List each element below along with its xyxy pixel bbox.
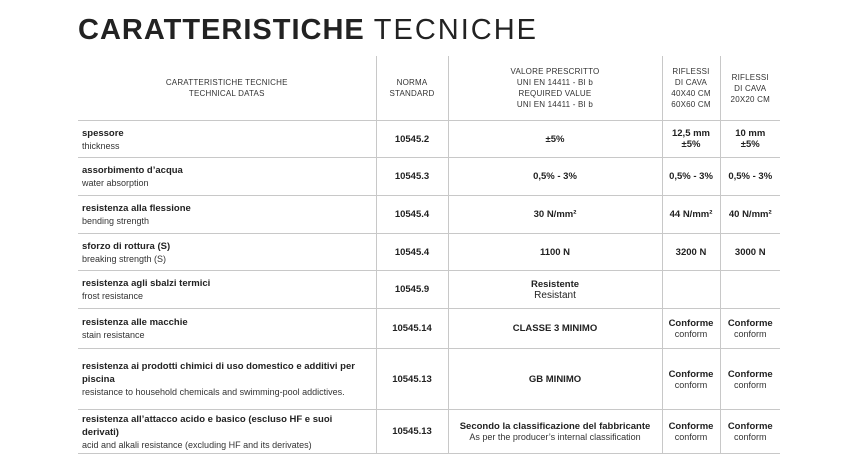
row-description bbox=[78, 121, 376, 158]
row-description bbox=[78, 349, 376, 410]
table-row bbox=[78, 349, 780, 410]
table-row bbox=[78, 410, 780, 454]
cell-value: Conforme bbox=[727, 421, 773, 432]
header-text: NORMA bbox=[396, 78, 428, 87]
row-required-value: CLASSE 3 MINIMO bbox=[448, 309, 662, 349]
row-required-value bbox=[448, 410, 662, 454]
row-label-it: resistenza all’attacco acido e basico (escluso HF e suoi derivati) bbox=[82, 413, 333, 438]
header-characteristics bbox=[78, 56, 376, 121]
cell-sub-value: conform bbox=[733, 329, 767, 339]
row-required-value: 0,5% - 3% bbox=[448, 158, 662, 196]
table-row bbox=[78, 158, 780, 196]
cell-sub-value: conform bbox=[733, 379, 767, 390]
row-description bbox=[78, 410, 376, 454]
header-text: REQUIRED VALUE bbox=[518, 89, 592, 98]
cell-value: 10 mm bbox=[735, 128, 766, 139]
row-label-en: breaking strength (S) bbox=[82, 253, 167, 264]
row-label-it: resistenza alla flessione bbox=[82, 203, 191, 214]
header-text: UNI EN 14411 - BI b bbox=[516, 78, 594, 87]
header-row bbox=[78, 56, 780, 121]
row-norm: 10545.13 bbox=[376, 349, 448, 410]
cell-value: Conforme bbox=[668, 368, 714, 380]
row-label-en: stain resistance bbox=[82, 330, 145, 340]
table-row bbox=[78, 234, 780, 271]
row-value-40x40 bbox=[662, 410, 720, 454]
row-label-en: thickness bbox=[82, 140, 120, 151]
header-text: TECHNICAL DATAS bbox=[188, 89, 265, 98]
cell-value: Conforme bbox=[668, 421, 714, 432]
table-row bbox=[78, 271, 780, 309]
row-value-20x20: 40 N/mm² bbox=[720, 196, 780, 234]
cell-sub-value: conform bbox=[733, 432, 767, 442]
cell-sub-value: ±5% bbox=[681, 139, 701, 150]
row-required-value: GB MINIMO bbox=[448, 349, 662, 410]
cell-value: Conforme bbox=[727, 368, 773, 380]
header-text: STANDARD bbox=[389, 89, 435, 98]
header-text: 60X60 CM bbox=[671, 100, 711, 109]
row-value-40x40 bbox=[662, 349, 720, 410]
row-label-en: bending strength bbox=[82, 216, 150, 226]
row-norm: 10545.4 bbox=[376, 196, 448, 234]
row-required-value bbox=[448, 271, 662, 309]
row-value-40x40 bbox=[662, 309, 720, 349]
header-text: DI CAVA bbox=[674, 78, 708, 87]
row-label-en: frost resistance bbox=[82, 291, 144, 301]
row-description bbox=[78, 196, 376, 234]
cell-value: 12,5 mm bbox=[671, 128, 711, 139]
row-norm: 10545.14 bbox=[376, 309, 448, 349]
header-text: RIFLESSI bbox=[672, 67, 710, 76]
header-text: CARATTERISTICHE TECNICHE bbox=[165, 78, 288, 87]
row-norm: 10545.4 bbox=[376, 234, 448, 271]
header-standard bbox=[376, 56, 448, 121]
header-text: DI CAVA bbox=[734, 83, 767, 93]
technical-data-table bbox=[78, 56, 780, 454]
row-description bbox=[78, 309, 376, 349]
header-text: 20X20 CM bbox=[730, 94, 770, 104]
row-label-it: spessore bbox=[82, 127, 124, 139]
header-text: VALORE PRESCRITTO bbox=[510, 67, 600, 76]
row-label-it: sforzo di rottura (S) bbox=[82, 240, 171, 252]
row-label-it: resistenza alle macchie bbox=[82, 317, 188, 328]
row-label-en: water absorption bbox=[82, 178, 149, 188]
cell-sub-value: Resistant bbox=[534, 289, 576, 301]
header-riflessi-20x20 bbox=[720, 56, 780, 121]
cell-value: Secondo la classificazione del fabbricante bbox=[459, 421, 651, 432]
row-required-value: 1100 N bbox=[448, 234, 662, 271]
row-description bbox=[78, 158, 376, 196]
row-value-20x20 bbox=[720, 271, 780, 309]
header-riflessi-40x40 bbox=[662, 56, 720, 121]
row-norm: 10545.2 bbox=[376, 121, 448, 158]
row-norm: 10545.13 bbox=[376, 410, 448, 454]
row-value-40x40: 0,5% - 3% bbox=[662, 158, 720, 196]
row-norm: 10545.9 bbox=[376, 271, 448, 309]
header-text: 40X40 CM bbox=[671, 89, 711, 98]
cell-value: Conforme bbox=[668, 318, 714, 329]
row-value-20x20 bbox=[720, 309, 780, 349]
header-text: RIFLESSI bbox=[731, 72, 769, 82]
row-required-value: 30 N/mm² bbox=[448, 196, 662, 234]
row-label-it: resistenza agli sbalzi termici bbox=[82, 278, 211, 289]
header-text: UNI EN 14411 - BI b bbox=[516, 100, 594, 109]
row-norm: 10545.3 bbox=[376, 158, 448, 196]
title-bold: CARATTERISTICHE bbox=[78, 14, 365, 46]
row-value-40x40: 44 N/mm² bbox=[662, 196, 720, 234]
row-value-40x40: 3200 N bbox=[662, 234, 720, 271]
row-value-20x20: 0,5% - 3% bbox=[720, 158, 780, 196]
cell-value: Resistente bbox=[530, 278, 580, 290]
header-required-value bbox=[448, 56, 662, 121]
row-label-it: resistenza ai prodotti chimici di uso domestico e additivi per piscina bbox=[82, 361, 355, 385]
row-label-it: assorbimento d’acqua bbox=[82, 165, 183, 176]
row-value-40x40 bbox=[662, 121, 720, 158]
cell-sub-value: ±5% bbox=[740, 139, 760, 150]
table-row bbox=[78, 121, 780, 158]
row-description bbox=[78, 234, 376, 271]
title-light: TECNICHE bbox=[373, 14, 539, 46]
row-value-20x20 bbox=[720, 349, 780, 410]
page-title bbox=[78, 14, 538, 47]
cell-value: Conforme bbox=[727, 318, 773, 329]
cell-sub-value: conform bbox=[674, 379, 708, 390]
row-value-20x20 bbox=[720, 410, 780, 454]
cell-sub-value: conform bbox=[674, 329, 708, 339]
cell-sub-value: As per the producer’s internal classification bbox=[469, 432, 641, 442]
row-value-20x20: 3000 N bbox=[720, 234, 780, 271]
table-row bbox=[78, 309, 780, 349]
row-label-en: resistance to household chemicals and swimming-pool addictives. bbox=[82, 387, 345, 397]
row-required-value: ±5% bbox=[448, 121, 662, 158]
row-description bbox=[78, 271, 376, 309]
row-label-en: acid and alkali resistance (excluding HF and its derivates) bbox=[82, 439, 312, 450]
row-value-20x20 bbox=[720, 121, 780, 158]
row-value-40x40 bbox=[662, 271, 720, 309]
table-row bbox=[78, 196, 780, 234]
cell-sub-value: conform bbox=[674, 432, 708, 442]
